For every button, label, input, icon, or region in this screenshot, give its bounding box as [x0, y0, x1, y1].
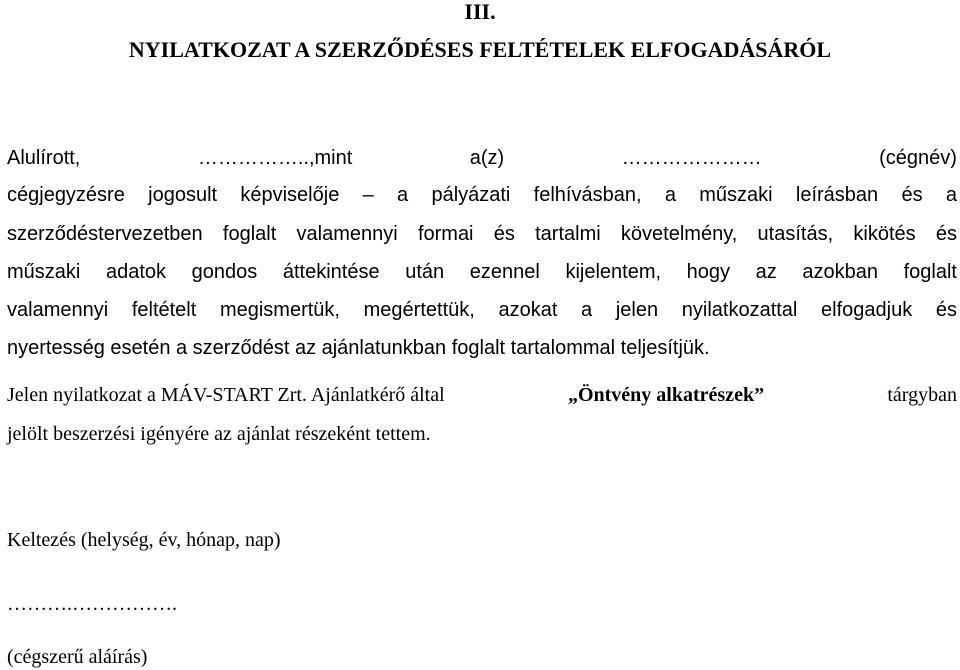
paragraph-1-line-1 [7, 146, 957, 170]
word-az: a(z) [469, 147, 505, 169]
paragraph-1-line-4: műszaki adatok gondos áttekintése után ezennel kijelentem, hogy az azokban foglalt [7, 261, 957, 283]
paragraph-2-line-1 [7, 383, 957, 407]
paragraph-1-line-6: nyertesség esetén a szerződést az ajánlatunkban foglalt tartalommal teljesítjük. [7, 337, 710, 359]
word-alulirott: Alulírott, [7, 147, 81, 169]
signature-label: (cégszerű aláírás) [7, 646, 148, 668]
name-placeholder: ……………..,mint [197, 147, 353, 169]
word-targyban: tárgyban [887, 384, 957, 406]
company-placeholder: ………………… [621, 147, 762, 169]
subject-bold: „Öntvény alkatrészek” [567, 384, 765, 406]
word-cegnev: (cégnév) [879, 147, 957, 169]
signature-dots: ……….……………. [7, 593, 177, 615]
section-number: III. [464, 0, 496, 24]
paragraph-1-line-3: szerződéstervezetben foglalt valamennyi formai és tartalmi követelmény, utasítás, kikötés és [7, 223, 957, 245]
paragraph-1-line-5: valamennyi feltételt megismertük, megértettük, azokat a jelen nyilatkozattal elfogadjuk és [7, 299, 957, 321]
statement-text: Jelen nyilatkozat a MÁV-START Zrt. Ajánlatkérő által [7, 384, 445, 406]
document-title: NYILATKOZAT A SZERZŐDÉSES FELTÉTELEK ELFOGADÁSÁRÓL [128, 37, 832, 62]
paragraph-1-line-2: cégjegyzésre jogosult képviselője – a pályázati felhívásban, a műszaki leírásban és a [7, 184, 957, 206]
date-label: Keltezés (helység, év, hónap, nap) [7, 529, 281, 551]
paragraph-2-line-2: jelölt beszerzési igényére az ajánlat részeként tettem. [7, 423, 431, 445]
